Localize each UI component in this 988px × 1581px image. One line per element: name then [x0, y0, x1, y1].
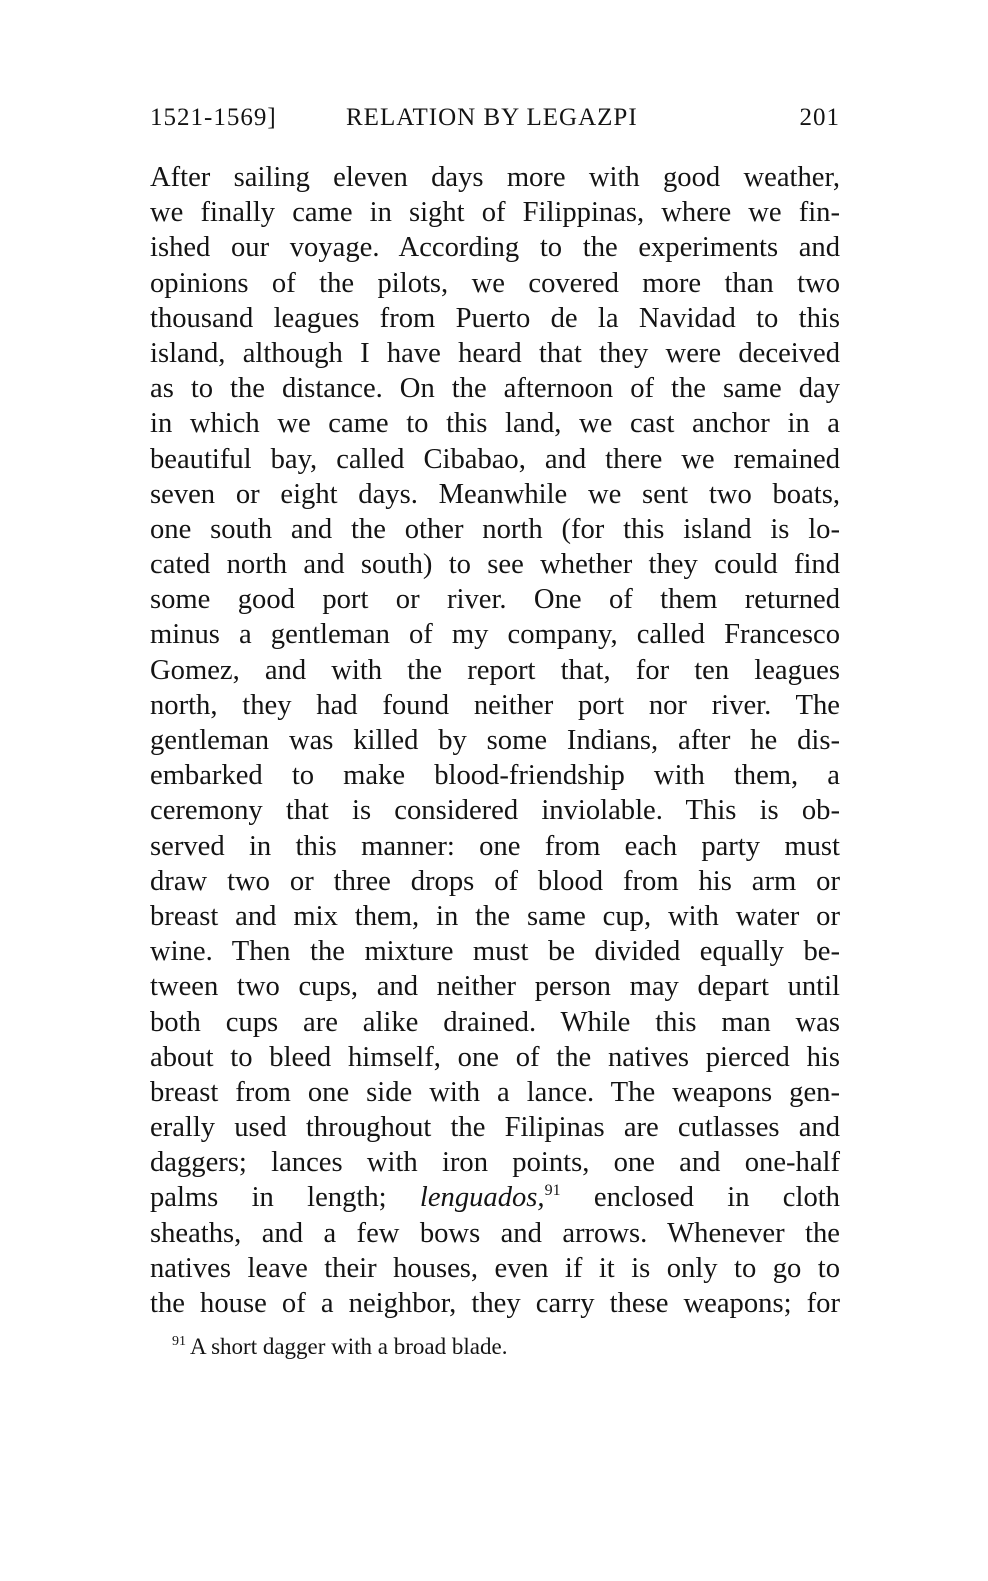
- text-line: one south and the other north (for this island is lo-: [150, 513, 840, 545]
- text-line: minus a gentleman of my company, called Francesco: [150, 619, 840, 651]
- text-line: cated north and south) to see whether they could find: [150, 549, 840, 581]
- text-line: gentleman was killed by some Indians, after he dis-: [150, 725, 840, 756]
- text-line: seven or eight days. Meanwhile we sent two boats,: [150, 478, 840, 510]
- text-line: beautiful bay, called Cibabao, and there we remained: [150, 443, 840, 475]
- text-line: breast from one side with a lance. The weapons gen-: [150, 1076, 840, 1108]
- text-line: both cups are alike drained. While this man was: [150, 1006, 840, 1038]
- footnote: [172, 1334, 507, 1360]
- footnote-number: 91: [172, 1334, 186, 1349]
- text-line: embarked to make blood-friendship with them, a: [150, 760, 840, 792]
- text-line: wine. Then the mixture must be divided equally be-: [150, 936, 840, 968]
- text-line: breast and mix them, in the same cup, with water or: [150, 900, 840, 932]
- text-line: natives leave their houses, even if it is only to go to: [150, 1252, 840, 1284]
- text-line: After sailing eleven days more with good weather,: [150, 162, 840, 193]
- text-line: served in this manner: one from each party must: [150, 830, 840, 862]
- line-text-after: enclosed in cloth: [593, 1182, 840, 1214]
- italic-term: lenguados,: [419, 1182, 545, 1214]
- text-line: as to the distance. On the afternoon of the same day: [150, 373, 840, 405]
- header-years: 1521-1569]: [150, 104, 277, 131]
- text-line: tween two cups, and neither person may depart until: [150, 971, 840, 1003]
- page-number: 201: [799, 104, 840, 131]
- text-line: sheaths, and a few bows and arrows. Whenever the: [150, 1217, 840, 1249]
- body-text: [150, 160, 840, 1321]
- text-line: about to bleed himself, one of the natives pierced his: [150, 1041, 840, 1073]
- text-line: draw two or three drops of blood from his arm or: [150, 865, 840, 897]
- running-head: [150, 104, 840, 144]
- text-line: the house of a neighbor, they carry these weapons; for: [150, 1288, 840, 1319]
- text-line: ished our voyage. According to the experiments and: [150, 232, 840, 264]
- text-line: we finally came in sight of Filippinas, where we fin-: [150, 197, 840, 229]
- text-line: in which we came to this land, we cast anchor in a: [150, 408, 840, 440]
- text-line: Gomez, and with the report that, for ten leagues: [150, 654, 840, 686]
- text-line: some good port or river. One of them returned: [150, 584, 840, 616]
- text-line: daggers; lances with iron points, one and one-half: [150, 1147, 840, 1179]
- footnote-text: A short dagger with a broad blade.: [190, 1334, 508, 1359]
- text-line: island, although I have heard that they were deceived: [150, 337, 840, 369]
- header-title: RELATION BY LEGAZPI: [346, 104, 638, 131]
- footnote-reference: 91: [544, 1182, 561, 1200]
- line-text-before: palms in length;: [150, 1182, 387, 1214]
- text-line: opinions of the pilots, we covered more than two: [150, 267, 840, 299]
- text-line: thousand leagues from Puerto de la Navidad to this: [150, 302, 840, 334]
- text-line: ceremony that is considered inviolable. This is ob-: [150, 795, 840, 827]
- text-line: erally used throughout the Filipinas are cutlasses and: [150, 1112, 840, 1144]
- text-line: north, they had found neither port nor river. The: [150, 689, 840, 721]
- text-line-with-note: [150, 1180, 840, 1215]
